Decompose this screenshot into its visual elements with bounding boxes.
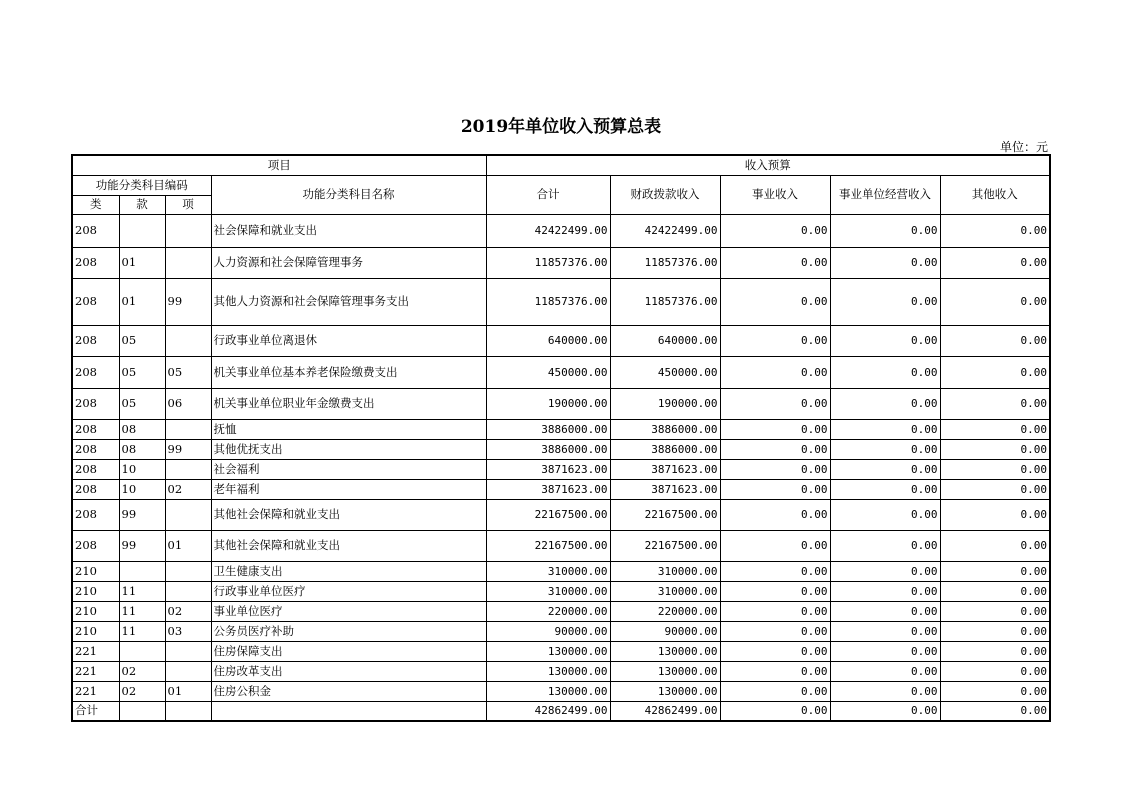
table-row <box>72 681 1050 701</box>
cell-total: 190000.00 <box>486 388 610 419</box>
cell-lei: 210 <box>72 601 119 621</box>
cell-fiscal: 22167500.00 <box>610 530 720 561</box>
cell-lei: 208 <box>72 388 119 419</box>
cell-name: 住房公积金 <box>211 681 486 701</box>
cell-xiang <box>165 459 211 479</box>
cell-name: 卫生健康支出 <box>211 561 486 581</box>
cell-fiscal: 3886000.00 <box>610 439 720 459</box>
cell-other: 0.00 <box>940 530 1050 561</box>
cell-operating: 0.00 <box>830 561 940 581</box>
cell-business: 0.00 <box>720 356 830 388</box>
cell-name: 事业单位医疗 <box>211 601 486 621</box>
cell-lei: 208 <box>72 325 119 356</box>
header-row-2 <box>72 175 1050 195</box>
header-lei: 类 <box>72 195 119 214</box>
header-xiang: 项 <box>165 195 211 214</box>
cell-name: 机关事业单位职业年金缴费支出 <box>211 388 486 419</box>
cell-fiscal: 3886000.00 <box>610 419 720 439</box>
table-row <box>72 581 1050 601</box>
cell-other: 0.00 <box>940 459 1050 479</box>
table-row <box>72 388 1050 419</box>
cell-kuan: 02 <box>119 681 165 701</box>
cell-operating: 0.00 <box>830 278 940 325</box>
cell-other: 0.00 <box>940 439 1050 459</box>
cell-kuan: 99 <box>119 530 165 561</box>
cell-fiscal: 90000.00 <box>610 621 720 641</box>
cell-xiang <box>165 214 211 247</box>
cell-fiscal: 640000.00 <box>610 325 720 356</box>
cell-total: 90000.00 <box>486 621 610 641</box>
cell-lei: 208 <box>72 459 119 479</box>
cell-business: 0.00 <box>720 278 830 325</box>
income-budget-table <box>71 154 1051 722</box>
header-kuan: 款 <box>119 195 165 214</box>
cell-kuan: 11 <box>119 581 165 601</box>
cell-xiang <box>165 247 211 278</box>
cell-name: 其他人力资源和社会保障管理事务支出 <box>211 278 486 325</box>
cell-kuan: 10 <box>119 479 165 499</box>
cell-lei: 208 <box>72 247 119 278</box>
cell-name: 其他社会保障和就业支出 <box>211 499 486 530</box>
cell-other: 0.00 <box>940 661 1050 681</box>
cell-total: 130000.00 <box>486 681 610 701</box>
cell-kuan: 05 <box>119 356 165 388</box>
table-row <box>72 561 1050 581</box>
table-row <box>72 247 1050 278</box>
cell-operating: 0.00 <box>830 621 940 641</box>
cell-operating: 0.00 <box>830 439 940 459</box>
cell-kuan <box>119 641 165 661</box>
cell-fiscal: 11857376.00 <box>610 247 720 278</box>
cell-other: 0.00 <box>940 681 1050 701</box>
table-row <box>72 661 1050 681</box>
header-income-budget: 收入预算 <box>486 155 1050 175</box>
cell-other: 0.00 <box>940 641 1050 661</box>
cell-business: 0.00 <box>720 681 830 701</box>
cell-kuan: 08 <box>119 439 165 459</box>
table-row <box>72 621 1050 641</box>
cell-lei: 208 <box>72 356 119 388</box>
cell-total: 3871623.00 <box>486 459 610 479</box>
header-row-1 <box>72 155 1050 175</box>
cell-business: 0.00 <box>720 388 830 419</box>
table-row <box>72 479 1050 499</box>
cell-total: 3886000.00 <box>486 419 610 439</box>
table-row <box>72 214 1050 247</box>
table-row <box>72 325 1050 356</box>
cell-other: 0.00 <box>940 388 1050 419</box>
cell-other: 0.00 <box>940 479 1050 499</box>
cell-operating: 0.00 <box>830 388 940 419</box>
cell-total: 130000.00 <box>486 661 610 681</box>
total-total: 42862499.00 <box>486 701 610 721</box>
cell-operating: 0.00 <box>830 681 940 701</box>
cell-fiscal: 22167500.00 <box>610 499 720 530</box>
cell-business: 0.00 <box>720 419 830 439</box>
cell-name: 住房保障支出 <box>211 641 486 661</box>
cell-business: 0.00 <box>720 661 830 681</box>
cell-lei: 210 <box>72 561 119 581</box>
cell-name: 行政事业单位医疗 <box>211 581 486 601</box>
cell-business: 0.00 <box>720 561 830 581</box>
cell-lei: 208 <box>72 419 119 439</box>
cell-total: 42422499.00 <box>486 214 610 247</box>
cell-fiscal: 310000.00 <box>610 581 720 601</box>
cell-xiang: 99 <box>165 278 211 325</box>
cell-name: 其他社会保障和就业支出 <box>211 530 486 561</box>
total-empty-kuan <box>119 701 165 721</box>
header-item: 项目 <box>72 155 486 175</box>
total-empty-xiang <box>165 701 211 721</box>
header-operating: 事业单位经营收入 <box>830 175 940 214</box>
cell-kuan: 99 <box>119 499 165 530</box>
cell-xiang: 99 <box>165 439 211 459</box>
cell-kuan <box>119 561 165 581</box>
cell-name: 社会保障和就业支出 <box>211 214 486 247</box>
header-fiscal: 财政拨款收入 <box>610 175 720 214</box>
cell-kuan: 05 <box>119 325 165 356</box>
cell-business: 0.00 <box>720 499 830 530</box>
header-business: 事业收入 <box>720 175 830 214</box>
cell-xiang: 02 <box>165 601 211 621</box>
cell-other: 0.00 <box>940 561 1050 581</box>
cell-operating: 0.00 <box>830 530 940 561</box>
total-other: 0.00 <box>940 701 1050 721</box>
cell-xiang <box>165 561 211 581</box>
cell-other: 0.00 <box>940 499 1050 530</box>
cell-xiang <box>165 581 211 601</box>
cell-kuan: 01 <box>119 247 165 278</box>
cell-fiscal: 42422499.00 <box>610 214 720 247</box>
total-business: 0.00 <box>720 701 830 721</box>
cell-name: 其他优抚支出 <box>211 439 486 459</box>
cell-xiang <box>165 641 211 661</box>
cell-kuan: 11 <box>119 621 165 641</box>
cell-total: 11857376.00 <box>486 247 610 278</box>
cell-business: 0.00 <box>720 439 830 459</box>
table-row <box>72 601 1050 621</box>
cell-operating: 0.00 <box>830 601 940 621</box>
cell-other: 0.00 <box>940 356 1050 388</box>
cell-lei: 221 <box>72 681 119 701</box>
cell-operating: 0.00 <box>830 419 940 439</box>
cell-total: 22167500.00 <box>486 499 610 530</box>
cell-kuan: 01 <box>119 278 165 325</box>
cell-total: 220000.00 <box>486 601 610 621</box>
header-name: 功能分类科目名称 <box>211 175 486 214</box>
cell-name: 人力资源和社会保障管理事务 <box>211 247 486 278</box>
cell-other: 0.00 <box>940 419 1050 439</box>
header-other: 其他收入 <box>940 175 1050 214</box>
cell-business: 0.00 <box>720 247 830 278</box>
cell-business: 0.00 <box>720 530 830 561</box>
cell-lei: 221 <box>72 641 119 661</box>
cell-xiang: 05 <box>165 356 211 388</box>
cell-lei: 208 <box>72 214 119 247</box>
cell-name: 抚恤 <box>211 419 486 439</box>
cell-name: 公务员医疗补助 <box>211 621 486 641</box>
cell-lei: 208 <box>72 530 119 561</box>
total-fiscal: 42862499.00 <box>610 701 720 721</box>
header-total: 合计 <box>486 175 610 214</box>
cell-name: 机关事业单位基本养老保险缴费支出 <box>211 356 486 388</box>
cell-operating: 0.00 <box>830 479 940 499</box>
cell-lei: 208 <box>72 499 119 530</box>
cell-total: 310000.00 <box>486 561 610 581</box>
cell-fiscal: 310000.00 <box>610 561 720 581</box>
total-operating: 0.00 <box>830 701 940 721</box>
cell-business: 0.00 <box>720 459 830 479</box>
table-row <box>72 356 1050 388</box>
cell-xiang: 01 <box>165 530 211 561</box>
cell-total: 640000.00 <box>486 325 610 356</box>
cell-kuan: 08 <box>119 419 165 439</box>
cell-name: 住房改革支出 <box>211 661 486 681</box>
cell-business: 0.00 <box>720 325 830 356</box>
cell-fiscal: 450000.00 <box>610 356 720 388</box>
cell-xiang <box>165 419 211 439</box>
cell-name: 行政事业单位离退休 <box>211 325 486 356</box>
table-row <box>72 641 1050 661</box>
cell-business: 0.00 <box>720 214 830 247</box>
cell-operating: 0.00 <box>830 661 940 681</box>
cell-business: 0.00 <box>720 479 830 499</box>
cell-lei: 208 <box>72 278 119 325</box>
cell-operating: 0.00 <box>830 325 940 356</box>
cell-other: 0.00 <box>940 621 1050 641</box>
table-row <box>72 278 1050 325</box>
table-row <box>72 419 1050 439</box>
total-label: 合计 <box>72 701 119 721</box>
cell-xiang: 02 <box>165 479 211 499</box>
page-title: 2019年单位收入预算总表 <box>460 117 662 137</box>
cell-total: 22167500.00 <box>486 530 610 561</box>
cell-business: 0.00 <box>720 641 830 661</box>
cell-kuan: 11 <box>119 601 165 621</box>
cell-other: 0.00 <box>940 214 1050 247</box>
cell-operating: 0.00 <box>830 459 940 479</box>
cell-business: 0.00 <box>720 621 830 641</box>
cell-kuan: 05 <box>119 388 165 419</box>
cell-name: 社会福利 <box>211 459 486 479</box>
cell-operating: 0.00 <box>830 356 940 388</box>
cell-total: 3886000.00 <box>486 439 610 459</box>
cell-operating: 0.00 <box>830 247 940 278</box>
cell-other: 0.00 <box>940 325 1050 356</box>
cell-lei: 210 <box>72 621 119 641</box>
cell-other: 0.00 <box>940 247 1050 278</box>
cell-xiang: 03 <box>165 621 211 641</box>
cell-xiang <box>165 325 211 356</box>
table-row <box>72 459 1050 479</box>
cell-lei: 208 <box>72 439 119 459</box>
cell-xiang: 01 <box>165 681 211 701</box>
cell-other: 0.00 <box>940 278 1050 325</box>
cell-kuan: 02 <box>119 661 165 681</box>
cell-name: 老年福利 <box>211 479 486 499</box>
cell-fiscal: 130000.00 <box>610 641 720 661</box>
cell-total: 310000.00 <box>486 581 610 601</box>
cell-other: 0.00 <box>940 581 1050 601</box>
cell-operating: 0.00 <box>830 581 940 601</box>
total-row <box>72 701 1050 721</box>
cell-total: 450000.00 <box>486 356 610 388</box>
cell-fiscal: 130000.00 <box>610 661 720 681</box>
total-empty-name <box>211 701 486 721</box>
cell-fiscal: 3871623.00 <box>610 459 720 479</box>
table-row <box>72 499 1050 530</box>
cell-total: 130000.00 <box>486 641 610 661</box>
cell-operating: 0.00 <box>830 641 940 661</box>
cell-total: 11857376.00 <box>486 278 610 325</box>
cell-business: 0.00 <box>720 601 830 621</box>
cell-xiang <box>165 661 211 681</box>
cell-lei: 221 <box>72 661 119 681</box>
cell-other: 0.00 <box>940 601 1050 621</box>
cell-xiang <box>165 499 211 530</box>
cell-lei: 210 <box>72 581 119 601</box>
cell-kuan <box>119 214 165 247</box>
header-code-group: 功能分类科目编码 <box>72 175 211 195</box>
cell-kuan: 10 <box>119 459 165 479</box>
table-row <box>72 439 1050 459</box>
cell-fiscal: 220000.00 <box>610 601 720 621</box>
cell-operating: 0.00 <box>830 499 940 530</box>
cell-xiang: 06 <box>165 388 211 419</box>
table-row <box>72 530 1050 561</box>
cell-fiscal: 11857376.00 <box>610 278 720 325</box>
cell-fiscal: 3871623.00 <box>610 479 720 499</box>
cell-fiscal: 130000.00 <box>610 681 720 701</box>
cell-business: 0.00 <box>720 581 830 601</box>
cell-lei: 208 <box>72 479 119 499</box>
cell-operating: 0.00 <box>830 214 940 247</box>
cell-total: 3871623.00 <box>486 479 610 499</box>
unit-label: 单位：元 <box>999 140 1048 154</box>
cell-fiscal: 190000.00 <box>610 388 720 419</box>
